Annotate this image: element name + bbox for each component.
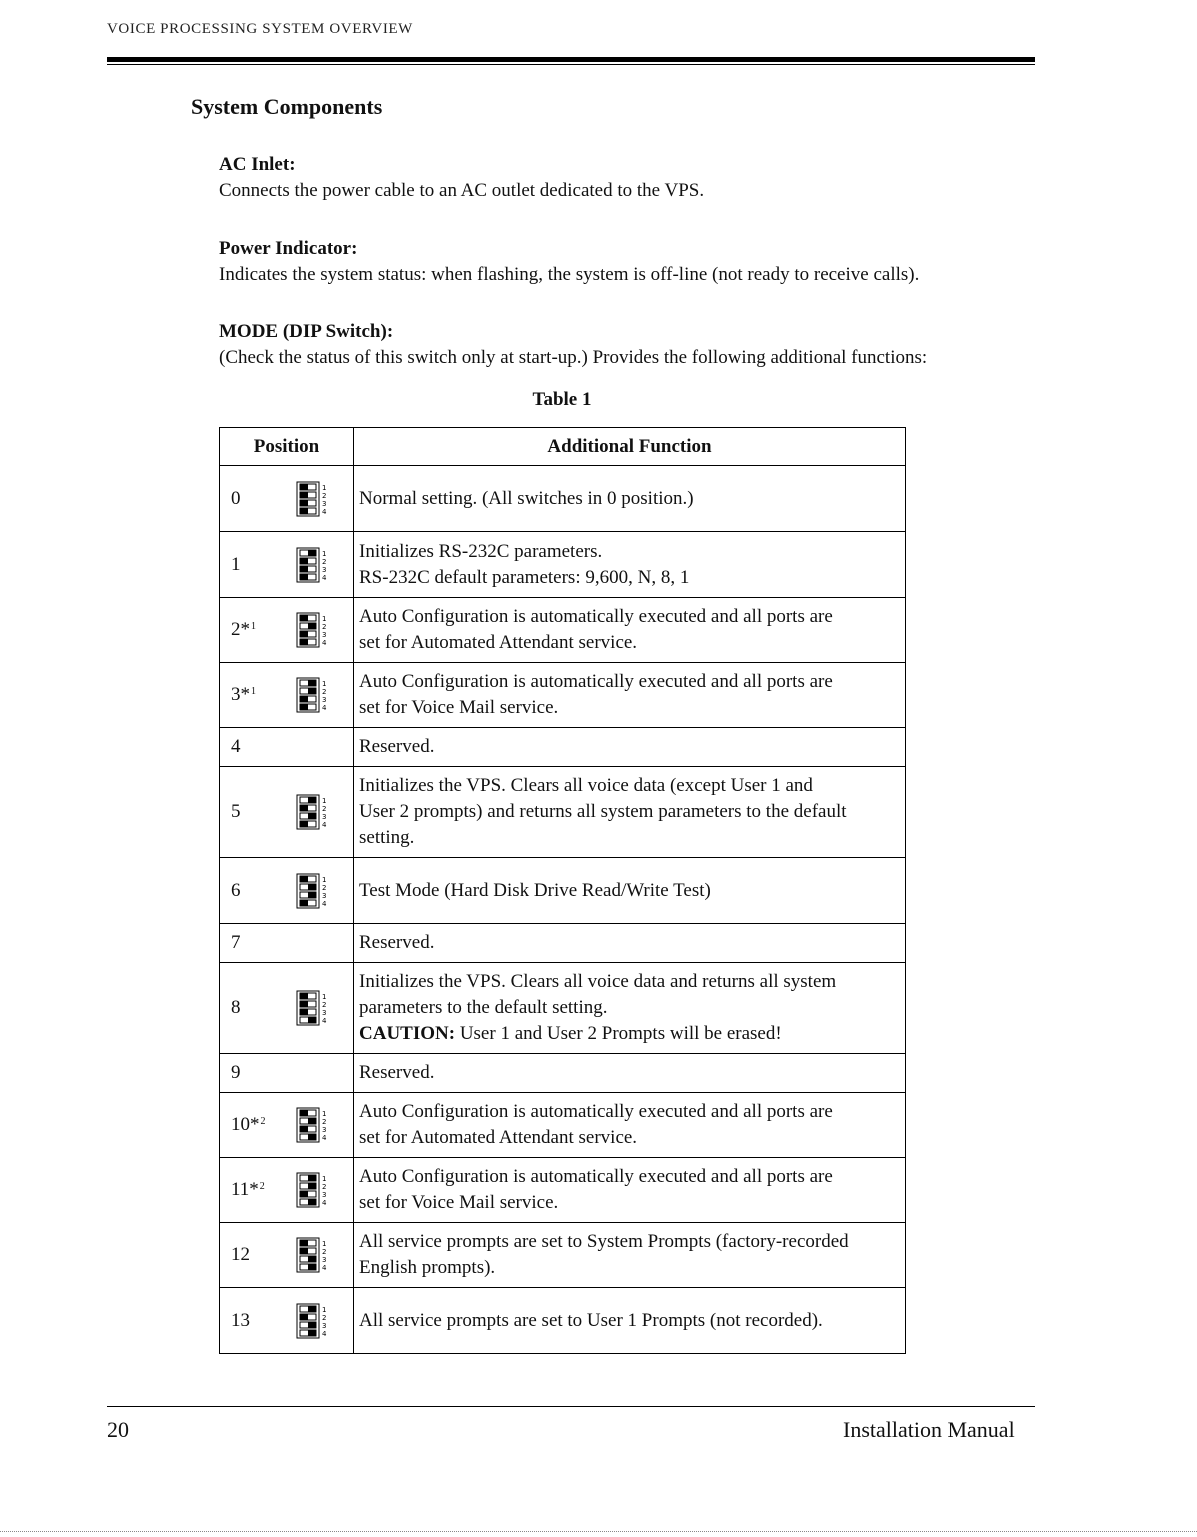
svg-text:3: 3 — [322, 696, 327, 704]
function-cell — [354, 1223, 906, 1288]
component-mode-dip-switch — [219, 319, 927, 371]
dip-switch-lever — [308, 1134, 316, 1140]
dip-switch-lever — [308, 680, 316, 686]
header-rule — [107, 57, 1035, 62]
function-text-line: Reserved. — [359, 1062, 435, 1083]
position-number — [231, 619, 289, 641]
position-number — [231, 684, 289, 706]
function-text-line: English prompts). — [359, 1257, 496, 1278]
component-description: Indicates the system status: when flashing, the system is off-line (not ready to receive calls). — [219, 264, 920, 285]
dip-switch-lever — [308, 1017, 316, 1023]
svg-text:2: 2 — [322, 557, 327, 566]
function-cell — [354, 963, 906, 1054]
function-cell — [354, 767, 906, 858]
table-row — [220, 1288, 906, 1354]
svg-text:3: 3 — [322, 565, 327, 574]
dip-switch-lever — [308, 1330, 316, 1336]
function-text-line: Test Mode (Hard Disk Drive Read/Write Test) — [359, 879, 711, 901]
svg-text:3: 3 — [322, 499, 327, 508]
dip-switch-icon — [289, 547, 329, 583]
dip-switch-lever — [300, 492, 308, 498]
svg-text:3: 3 — [322, 1126, 327, 1134]
position-cell — [220, 1158, 354, 1223]
svg-text:4: 4 — [322, 507, 327, 516]
dip-switch-lever — [308, 1183, 316, 1189]
table-row — [220, 1223, 906, 1288]
svg-text:4: 4 — [322, 1017, 327, 1025]
svg-text:4: 4 — [322, 639, 327, 647]
position-number — [231, 880, 289, 902]
position-cell — [220, 1223, 354, 1288]
position-label: 13 — [231, 1309, 250, 1331]
function-text-line: set for Automated Attendant service. — [359, 632, 638, 653]
svg-text:2: 2 — [322, 688, 327, 696]
dip-switch-lever — [300, 1126, 308, 1132]
svg-text:1: 1 — [322, 680, 327, 688]
position-cell — [220, 858, 354, 924]
dip-switch-lever — [300, 805, 308, 811]
dip-switch-icon — [289, 1172, 329, 1208]
function-text-line: Reserved. — [359, 736, 435, 757]
function-text-line: RS-232C default parameters: 9,600, N, 8, 1 — [359, 566, 690, 588]
svg-text:4: 4 — [322, 1264, 327, 1272]
dip-switch-lever — [300, 484, 308, 490]
svg-text:4: 4 — [322, 573, 327, 582]
position-number — [231, 1179, 289, 1201]
svg-text:3: 3 — [322, 1256, 327, 1264]
component-heading: AC Inlet: — [219, 154, 296, 175]
dip-switch-icon — [289, 794, 329, 830]
mode-table — [219, 427, 906, 1354]
svg-text:1: 1 — [322, 993, 327, 1001]
position-label: 2* — [231, 619, 250, 640]
dip-switch-lever — [308, 550, 316, 556]
caution-line — [359, 1021, 901, 1047]
dip-switch-lever — [308, 1322, 316, 1328]
dip-switch-lever — [300, 993, 308, 999]
table-caption: Table 1 — [532, 389, 592, 410]
function-cell — [354, 598, 906, 663]
svg-text:2: 2 — [322, 1248, 327, 1256]
dip-switch-lever — [300, 1009, 308, 1015]
svg-text:4: 4 — [322, 899, 327, 908]
function-text-line: Auto Configuration is automatically executed and all ports are — [359, 606, 833, 627]
table-row — [220, 1093, 906, 1158]
position-number — [231, 1114, 289, 1136]
table-row — [220, 1158, 906, 1223]
function-text-line: Auto Configuration is automatically executed and all ports are — [359, 671, 833, 692]
dip-switch-lever — [300, 1248, 308, 1254]
svg-text:4: 4 — [322, 1134, 327, 1142]
footer-rule — [107, 1406, 1035, 1407]
svg-text:4: 4 — [322, 821, 327, 829]
footnote-marker: 1 — [251, 686, 256, 697]
table-row — [220, 924, 906, 963]
dip-switch-lever — [308, 813, 316, 819]
function-cell — [354, 1093, 906, 1158]
component-ac-inlet — [219, 152, 704, 204]
svg-text:2: 2 — [322, 623, 327, 631]
svg-text:2: 2 — [322, 491, 327, 500]
dip-switch-lever — [300, 1191, 308, 1197]
dip-switch-lever — [308, 1175, 316, 1181]
section-title: System Components — [191, 94, 383, 119]
svg-text:1: 1 — [322, 1175, 327, 1183]
function-cell — [354, 1158, 906, 1223]
dip-switch-lever — [300, 500, 308, 506]
component-description: Connects the power cable to an AC outlet dedicated to the VPS. — [219, 180, 705, 201]
table-row — [220, 963, 906, 1054]
dip-switch-icon — [289, 1107, 329, 1143]
svg-text:4: 4 — [322, 1329, 327, 1338]
position-label: 4 — [231, 736, 241, 757]
svg-text:1: 1 — [322, 483, 327, 492]
svg-text:3: 3 — [322, 1321, 327, 1330]
svg-text:2: 2 — [322, 883, 327, 892]
position-cell — [220, 466, 354, 532]
footnote-marker: 2 — [260, 1116, 266, 1127]
position-cell — [220, 963, 354, 1054]
caution-label: CAUTION: — [359, 1023, 456, 1044]
svg-text:2: 2 — [322, 805, 327, 813]
dip-switch-lever — [308, 1118, 316, 1124]
dip-switch-lever — [300, 615, 308, 621]
caution-text: User 1 and User 2 Prompts will be erased! — [455, 1023, 782, 1044]
dip-switch-lever — [308, 1306, 316, 1312]
function-text-line: setting. — [359, 827, 415, 848]
running-head: VOICE PROCESSING SYSTEM OVERVIEW — [107, 21, 413, 37]
dip-switch-lever — [308, 623, 316, 629]
position-cell — [220, 1093, 354, 1158]
function-text-line: set for Voice Mail service. — [359, 1192, 559, 1213]
function-text-line: Initializes RS-232C parameters. — [359, 540, 603, 562]
function-cell — [354, 858, 906, 924]
header-rule-thin — [107, 64, 1035, 65]
function-cell — [354, 1288, 906, 1354]
dip-switch-lever — [300, 704, 308, 710]
svg-text:4: 4 — [322, 1199, 327, 1207]
dip-switch-lever — [308, 797, 316, 803]
position-number — [231, 932, 289, 954]
dip-switch-lever — [308, 1199, 316, 1205]
position-number — [231, 488, 289, 510]
svg-text:2: 2 — [322, 1313, 327, 1322]
dip-switch-icon — [289, 990, 329, 1026]
dip-switch-lever — [308, 1256, 316, 1262]
svg-text:3: 3 — [322, 1191, 327, 1199]
component-heading: Power Indicator: — [219, 238, 358, 259]
position-cell — [220, 598, 354, 663]
svg-text:1: 1 — [322, 1240, 327, 1248]
svg-text:4: 4 — [322, 704, 327, 712]
position-number — [231, 736, 289, 758]
position-label: 8 — [231, 997, 241, 1018]
table-row — [220, 532, 906, 598]
position-number — [231, 1244, 289, 1266]
position-number — [231, 801, 289, 823]
position-label: 5 — [231, 801, 241, 822]
function-text-line: Normal setting. (All switches in 0 position.) — [359, 487, 694, 509]
table-row — [220, 598, 906, 663]
dip-switch-lever — [300, 696, 308, 702]
position-label: 0 — [231, 487, 241, 509]
dip-switch-lever — [300, 574, 308, 580]
svg-text:3: 3 — [322, 813, 327, 821]
function-text-line: All service prompts are set to User 1 Prompts (not recorded). — [359, 1309, 823, 1331]
function-cell — [354, 466, 906, 532]
component-description: (Check the status of this switch only at start-up.) Provides the following additional functions: — [219, 347, 928, 368]
function-cell — [354, 1054, 906, 1093]
table-row — [220, 728, 906, 767]
function-text-line: Initializes the VPS. Clears all voice data (except User 1 and — [359, 775, 813, 796]
dip-switch-lever — [308, 1264, 316, 1270]
function-text-line: All service prompts are set to System Prompts (factory-recorded — [359, 1231, 849, 1252]
dip-switch-lever — [300, 1240, 308, 1246]
position-label: 7 — [231, 932, 241, 953]
dip-switch-lever — [308, 688, 316, 694]
svg-text:1: 1 — [322, 875, 327, 884]
position-cell — [220, 663, 354, 728]
function-text-line: User 2 prompts) and returns all system parameters to the default — [359, 801, 847, 822]
table-header-row — [220, 428, 906, 466]
component-heading: MODE (DIP Switch): — [219, 321, 394, 342]
position-label: 10* — [231, 1114, 260, 1135]
svg-text:1: 1 — [322, 615, 327, 623]
scan-edge-divider — [0, 1531, 1197, 1532]
column-header-position: Position — [220, 428, 354, 466]
function-cell — [354, 728, 906, 767]
dip-switch-lever — [300, 639, 308, 645]
position-label: 1 — [231, 553, 241, 575]
position-label: 9 — [231, 1062, 241, 1083]
position-number — [231, 997, 289, 1019]
dip-switch-lever — [300, 558, 308, 564]
dip-switch-icon — [289, 677, 329, 713]
function-text-line: Initializes the VPS. Clears all voice data and returns all system — [359, 971, 837, 992]
dip-switch-lever — [300, 508, 308, 514]
footnote-marker: 1 — [251, 621, 256, 632]
component-power-indicator — [219, 236, 919, 288]
dip-switch-icon — [289, 873, 329, 909]
svg-text:2: 2 — [322, 1001, 327, 1009]
svg-text:2: 2 — [322, 1118, 327, 1126]
dip-switch-icon — [289, 1237, 329, 1273]
position-number — [231, 1310, 289, 1332]
dip-switch-lever — [300, 821, 308, 827]
position-number — [231, 1062, 289, 1084]
svg-text:1: 1 — [322, 797, 327, 805]
dip-switch-lever — [300, 876, 308, 882]
manual-title: Installation Manual — [843, 1417, 1015, 1442]
position-label: 3* — [231, 684, 250, 705]
table-row — [220, 663, 906, 728]
position-label: 11* — [231, 1179, 259, 1200]
svg-text:3: 3 — [322, 631, 327, 639]
svg-text:1: 1 — [322, 1305, 327, 1314]
dip-switch-lever — [308, 884, 316, 890]
dip-switch-icon — [289, 481, 329, 517]
position-label: 6 — [231, 879, 241, 901]
page-number: 20 — [107, 1417, 129, 1442]
dip-switch-lever — [300, 1110, 308, 1116]
dip-switch-icon — [289, 612, 329, 648]
dip-switch-lever — [300, 1314, 308, 1320]
position-cell — [220, 532, 354, 598]
function-cell — [354, 924, 906, 963]
table-row — [220, 466, 906, 532]
position-number — [231, 554, 289, 576]
position-cell — [220, 924, 354, 963]
function-text-line: set for Automated Attendant service. — [359, 1127, 638, 1148]
position-cell — [220, 728, 354, 767]
function-cell — [354, 663, 906, 728]
svg-text:3: 3 — [322, 891, 327, 900]
svg-text:1: 1 — [322, 1110, 327, 1118]
position-cell — [220, 767, 354, 858]
dip-switch-lever — [300, 900, 308, 906]
dip-switch-icon — [289, 1303, 329, 1339]
function-text-line: parameters to the default setting. — [359, 997, 608, 1018]
dip-switch-lever — [308, 892, 316, 898]
dip-switch-lever — [300, 1001, 308, 1007]
table-row — [220, 858, 906, 924]
function-text-line: Auto Configuration is automatically executed and all ports are — [359, 1101, 833, 1122]
footnote-marker: 2 — [259, 1181, 265, 1192]
function-text-line: set for Voice Mail service. — [359, 697, 559, 718]
svg-text:2: 2 — [322, 1183, 327, 1191]
function-cell — [354, 532, 906, 598]
function-text-line: Reserved. — [359, 932, 435, 953]
table-row — [220, 767, 906, 858]
column-header-function: Additional Function — [354, 428, 906, 466]
dip-switch-lever — [300, 631, 308, 637]
position-cell — [220, 1288, 354, 1354]
dip-switch-lever — [300, 566, 308, 572]
function-text-line: Auto Configuration is automatically executed and all ports are — [359, 1166, 833, 1187]
svg-text:3: 3 — [322, 1009, 327, 1017]
svg-text:1: 1 — [322, 549, 327, 558]
position-cell — [220, 1054, 354, 1093]
table-row — [220, 1054, 906, 1093]
position-label: 12 — [231, 1244, 250, 1265]
